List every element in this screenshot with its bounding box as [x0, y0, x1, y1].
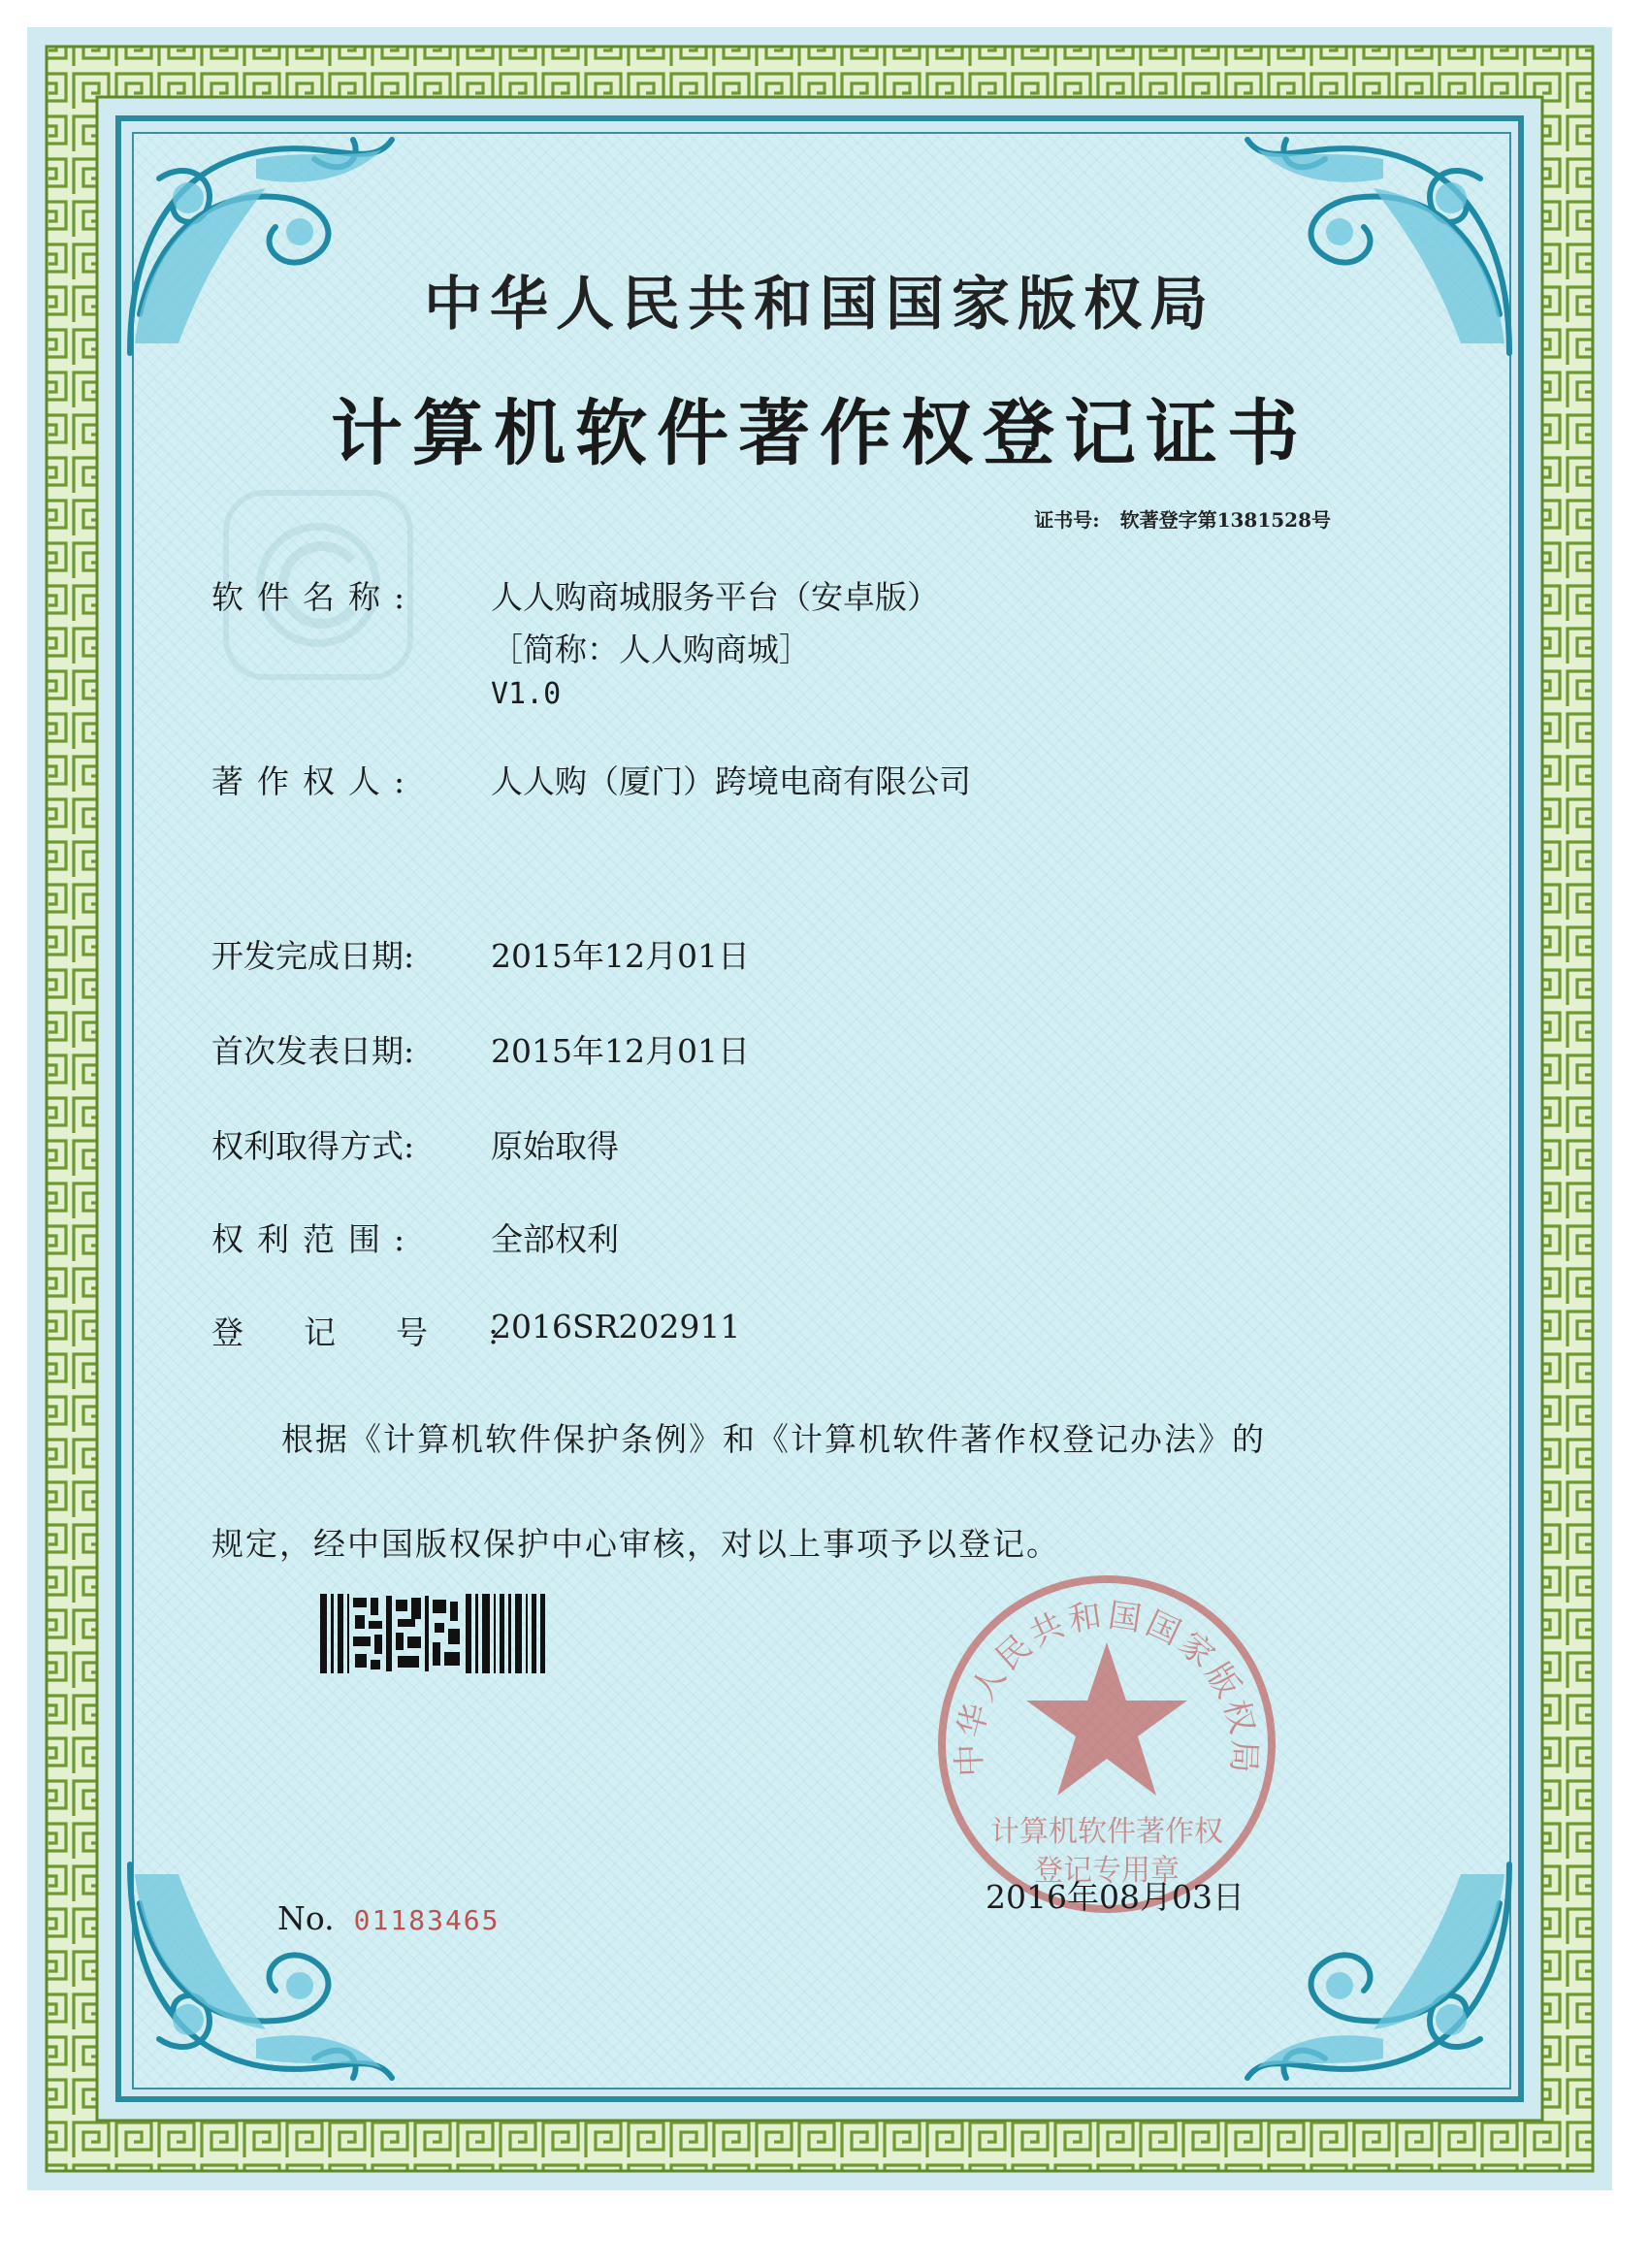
software-name: 人人购商城服务平台（安卓版）: [491, 578, 939, 616]
copyright-owner: 人人购（厦门）跨境电商有限公司: [491, 762, 971, 800]
issue-date: 2016年08月03日: [986, 1878, 1245, 1916]
serial-label: No.: [277, 1899, 335, 1937]
serial-number: 01183465: [353, 1904, 501, 1936]
certificate-title: 计算机软件著作权登记证书: [331, 392, 1309, 475]
dev-date-label: 开发完成日期:: [211, 937, 415, 975]
seal-ring-text: 中华人民共和国国家版权局: [950, 1596, 1264, 1778]
owner-label: 著作权人:: [211, 762, 419, 800]
serial-block: [277, 1899, 501, 1937]
certificate-number-value: 软著登字第1381528号: [1119, 508, 1331, 532]
registration-label: 登记号:: [211, 1313, 560, 1351]
acquire-method-label: 权利取得方式:: [211, 1127, 415, 1165]
official-seal: [927, 1565, 1286, 1924]
seal-line-2: 登记专用章: [1034, 1854, 1180, 1888]
issuing-authority: 中华人民共和国国家版权局: [424, 271, 1215, 339]
seal-star-icon: [1026, 1642, 1187, 1796]
certificate-number: [1034, 504, 1331, 533]
first-publication-date: 2015年12月01日: [491, 1032, 750, 1070]
scope-label: 权利范围:: [211, 1220, 419, 1258]
rights-scope: 全部权利: [491, 1220, 619, 1258]
certificate-sheet: [27, 27, 1612, 2190]
statement-line-1: 根据《计算机软件保护条例》和《计算机软件著作权登记办法》的: [281, 1420, 1266, 1458]
seal-line-1: 计算机软件著作权: [990, 1815, 1223, 1849]
software-name-label: 软件名称:: [211, 578, 419, 616]
pub-date-label: 首次发表日期:: [211, 1032, 415, 1070]
certificate-number-label: 证书号:: [1034, 508, 1100, 532]
registration-number: 2016SR202911: [491, 1308, 741, 1345]
corner-ornament-bottom-left: [120, 1855, 411, 2097]
software-version: V1.0: [491, 677, 562, 711]
development-completion-date: 2015年12月01日: [491, 937, 750, 975]
rights-acquisition-method: 原始取得: [491, 1127, 619, 1165]
statement-line-2: 规定，经中国版权保护中心审核，对以上事项予以登记。: [211, 1525, 1060, 1563]
barcode: [320, 1594, 545, 1673]
software-short-name: ［简称：人人购商城］: [491, 631, 811, 668]
